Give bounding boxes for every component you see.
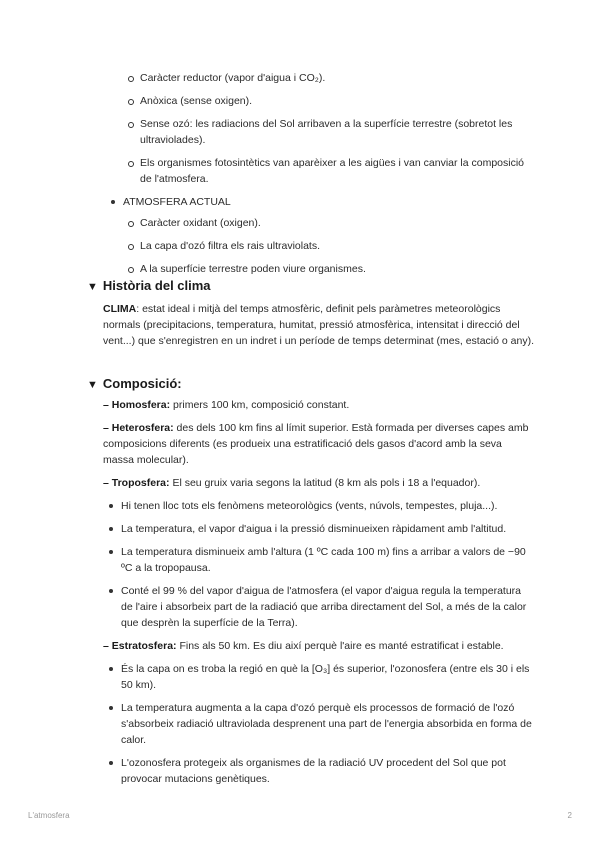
troposfera-list xyxy=(88,498,534,631)
composition-title: Composició: xyxy=(102,376,182,391)
troposfera-term: – Troposfera: xyxy=(103,477,170,489)
list-item: La temperatura augmenta a la capa d'ozó perquè els processos de formació de l'ozó s'absorbeix radiació ultraviolada desprenent una part de l'energia absorbida en forma de calor. xyxy=(121,700,534,748)
homosfera-text: primers 100 km, composició constant. xyxy=(170,399,350,411)
list-item: És la capa on es troba la regió en què la [O₃] és superior, l'ozonosfera (entre els 30 i els 50 km). xyxy=(121,661,534,693)
climate-term: CLIMA xyxy=(103,303,137,315)
history-heading[interactable] xyxy=(87,277,533,296)
estratosfera-paragraph xyxy=(103,638,534,654)
list-item: L'ozonosfera protegeix als organismes de la radiació UV procedent del Sol que pot provocar mutacions genètiques. xyxy=(121,755,534,787)
heterosfera-paragraph xyxy=(103,420,534,468)
footer-title: L'atmosfera xyxy=(28,811,70,820)
toggle-triangle-icon[interactable]: ▼ xyxy=(87,379,98,391)
document-content xyxy=(88,70,534,794)
current-atmosphere-item xyxy=(123,194,534,277)
history-title: Història del clima xyxy=(102,278,211,293)
list-item: Hi tenen lloc tots els fenòmens meteorològics (vents, núvols, tempestes, pluja...). xyxy=(121,498,534,514)
climate-definition xyxy=(103,301,534,349)
estratosfera-term: – Estratosfera: xyxy=(103,640,177,652)
list-item: Els organismes fotosintètics van aparèixer a les aigües i van canviar la composició de l'atmosfera. xyxy=(140,155,534,187)
troposfera-text: El seu gruix varia segons la latitud (8 km als pols i 18 a l'equador). xyxy=(169,477,481,489)
homosfera-paragraph xyxy=(103,397,534,413)
list-item: Conté el 99 % del vapor d'aigua de l'atmosfera (el vapor d'aigua regula la temperatura de l'aire i absorbeix part de la radiació que arriba directament del Sol, a més de la calor que desprèn la superfície de la Terra). xyxy=(121,583,534,631)
list-item: Sense ozó: les radiacions del Sol arribaven a la superfície terrestre (sobretot les ultraviolades). xyxy=(140,116,534,148)
list-item: Anòxica (sense oxigen). xyxy=(140,93,534,109)
old-atmosphere-list xyxy=(88,70,534,187)
homosfera-term: – Homosfera: xyxy=(103,399,171,411)
composition-heading[interactable] xyxy=(87,375,533,394)
toggle-triangle-icon[interactable]: ▼ xyxy=(87,281,98,293)
estratosfera-list xyxy=(88,661,534,787)
list-item: Caràcter oxidant (oxigen). xyxy=(140,215,534,231)
list-item: La temperatura disminueix amb l'altura (1 ºC cada 100 m) fins a arribar a valors de −90 ºC a la tropopausa. xyxy=(121,544,534,576)
list-item: A la superfície terrestre poden viure organismes. xyxy=(140,261,534,277)
current-atmosphere-list xyxy=(123,215,534,277)
list-item: La temperatura, el vapor d'aigua i la pressió disminueixen ràpidament amb l'altitud. xyxy=(121,521,534,537)
current-atmosphere-label: ATMOSFERA ACTUAL xyxy=(123,196,231,208)
page-number: 2 xyxy=(567,811,572,820)
current-atmosphere-section xyxy=(88,194,534,277)
climate-definition-text: : estat ideal i mitjà del temps atmosfèric, definit pels paràmetres meteorològics normals (precipitacions, temperatura, humitat, pressió atmosfèrica, intensitat i direcció del vent...) que s'enregistren en un indret i un període de temps determinat (mes, estació o any). xyxy=(103,303,534,347)
troposfera-paragraph xyxy=(103,475,534,491)
heterosfera-text: des dels 100 km fins al límit superior. Està formada per diverses capes amb composicions diferents (es produeix una estratificació dels gasos d'acord amb la seva massa molecular). xyxy=(103,422,529,466)
estratosfera-text: Fins als 50 km. Es diu així perquè l'aire es manté estratificat i estable. xyxy=(176,640,504,652)
list-item: Caràcter reductor (vapor d'aigua i CO₂). xyxy=(140,70,534,86)
heterosfera-term: – Heterosfera: xyxy=(103,422,174,434)
list-item: La capa d'ozó filtra els rais ultraviolats. xyxy=(140,238,534,254)
